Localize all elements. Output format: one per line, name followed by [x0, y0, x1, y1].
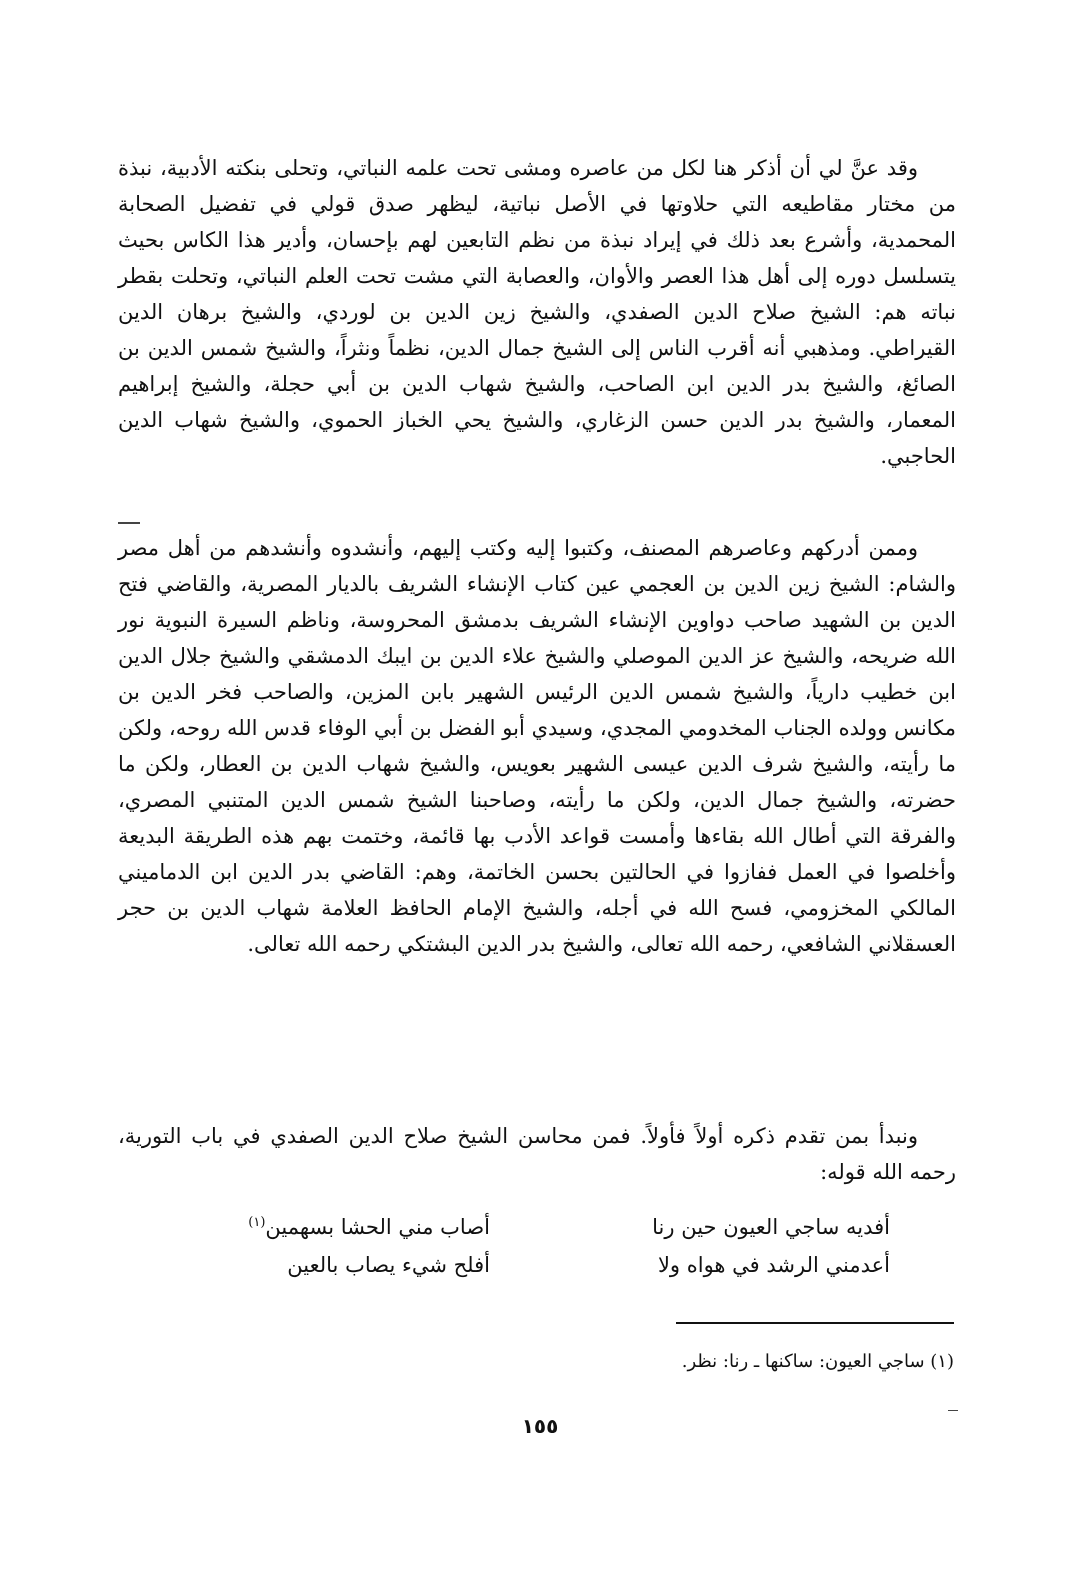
- paragraph-egypt-sham-poets: [118, 530, 956, 962]
- scan-speck: [118, 522, 140, 524]
- paragraph-text: وممن أدركهم وعاصرهم المصنف، وكتبوا إليه وكتب إليهم، وأنشدوه وأنشدهم من أهل مصر والشام: الشيخ زين الدين بن العجمي عين كتاب الإنشاء الشريف بالديار المصرية، والقاضي فتح الدين بن الشهيد صاحب دواوين الإنشاء الشريف بدمشق المحروسة، وناظم السيرة النبوية نور الله ضريحه، والشيخ عز الدين الموصلي والشيخ علاء الدين بن ايبك الدمشقي والشيخ جلال الدين ابن خطيب دارياً، والشيخ شمس الدين الرئيس الشهير بابن المزين، والصاحب فخر الدين بن مكانس وولده الجناب المخدومي المجدي، وسيدي أبو الفضل بن أبي الوفاء قدس الله روحه، ولكن ما رأيته، والشيخ شرف الدين عيسى الشهير بعويس، والشيخ شهاب الدين بن العطار، ولكن ما حضرته، والشيخ جمال الدين، ولكن ما رأيته، وصاحبنا الشيخ شمس الدين المتنبي المصري، والفرقة التي أطال الله بقاءها وأمست قواعد الأدب بها قائمة، وختمت بهم هذه الطريقة البديعة وأخلصوا في العمل ففازوا في الحالتين بحسن الخاتمة، وهم: القاضي بدر الدين ابن الدماميني المالكي المخزومي، فسح الله في أجله، والشيخ الإمام الحافظ العلامة شهاب الدين بن حجر العسقلاني الشافعي، رحمه الله تعالى، والشيخ بدر الدين البشتكي رحمه الله تعالى.: [118, 536, 956, 956]
- verse-first-hemistich: أفديه ساجي العيون حين رنا: [652, 1215, 890, 1239]
- footnote: (١) ساجي العيون: ساكنها ـ رنا: نظر.: [681, 1351, 954, 1372]
- verse-second-hemistich: [160, 1208, 490, 1246]
- paragraph-contemporaries-intro: [118, 150, 956, 474]
- poem-verse: [160, 1246, 890, 1284]
- paragraph-text: ونبدأ بمن تقدم ذكره أولاً فأولاً. فمن محاسن الشيخ صلاح الدين الصفدي في باب التورية، رحمه الله قوله:: [118, 1124, 956, 1184]
- poem-verse: [160, 1208, 890, 1246]
- page-number: ١٥٥: [521, 1414, 559, 1438]
- verse-first-hemistich: أعدمني الرشد في هواه ولا: [657, 1253, 890, 1277]
- verse-second-hemistich: [160, 1246, 490, 1284]
- hemistich-text: أصاب مني الحشا بسهمين: [265, 1215, 490, 1239]
- footnote-marker: (١): [248, 1215, 266, 1230]
- paragraph-safadi-intro: [118, 1118, 956, 1190]
- scan-speck: [948, 1410, 958, 1411]
- footnote-separator: [676, 1322, 954, 1324]
- poem: [160, 1208, 890, 1284]
- hemistich-text: أفلح شيء يصاب بالعين: [287, 1253, 490, 1277]
- paragraph-text: وقد عنَّ لي أن أذكر هنا لكل من عاصره ومشى تحت علمه النباتي، وتحلى بنكته الأدبية، نبذة من مختار مقاطيعه التي حلاوتها في الأصل نباتية، ليظهر صدق قولي في تفضيل الصحابة المحمدية، وأشرع بعد ذلك في إيراد نبذة من نظم التابعين لهم بإحسان، وأدير هذا الكاس بحيث يتسلسل دوره إلى أهل هذا العصر والأوان، والعصابة التي مشت تحت العلم النباتي، وتحلت بقطر نباته هم: الشيخ صلاح الدين الصفدي، والشيخ زين الدين بن لوردي، والشيخ برهان الدين القيراطي. ومذهبي أنه أقرب الناس إلى الشيخ جمال الدين، نظماً ونثراً، والشيخ شمس الدين بن الصائغ، والشيخ بدر الدين ابن الصاحب، والشيخ شهاب الدين بن أبي حجلة، والشيخ إبراهيم المعمار، والشيخ بدر الدين حسن الزغاري، والشيخ يحي الخباز الحموي، والشيخ شهاب الدين الحاجبي.: [118, 156, 956, 468]
